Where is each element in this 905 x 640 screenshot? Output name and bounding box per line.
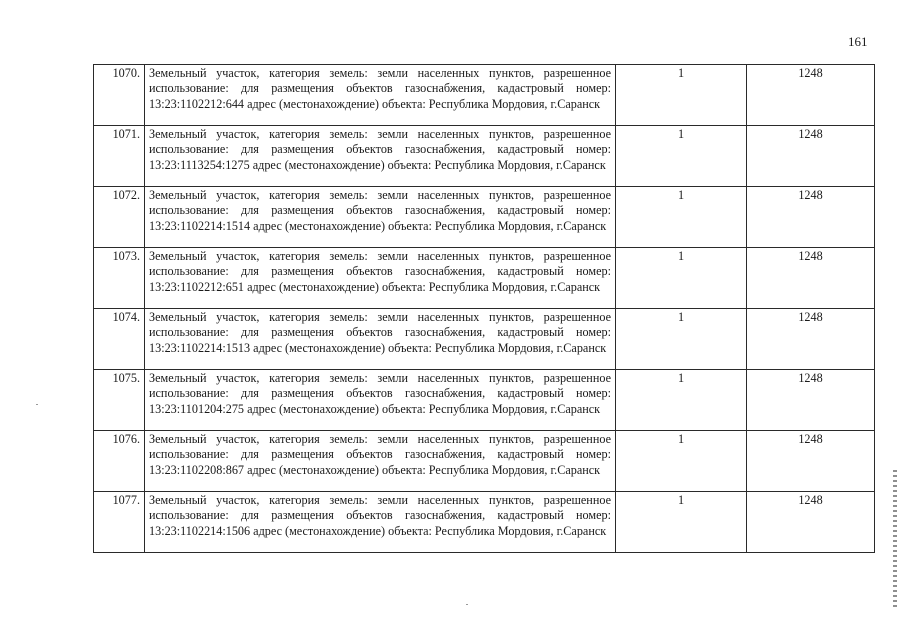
scan-speck: [466, 604, 468, 605]
row-number-cell: 1072.: [94, 187, 145, 248]
row-quantity-cell: 1: [616, 431, 747, 492]
row-quantity-cell: 1: [616, 370, 747, 431]
row-value-cell: 1248: [747, 431, 875, 492]
row-quantity-cell: 1: [616, 492, 747, 553]
row-value-cell: 1248: [747, 309, 875, 370]
row-description-cell: Земельный участок, категория земель: земли населенных пунктов, разрешенное использование: для размещения объектов газоснабжения, кадастровый номер: 13:23:1102214:1513 адрес (местонахождение) объекта: Республика Мордовия, г.Саранск: [145, 309, 616, 370]
table-row: [94, 248, 875, 309]
row-description-cell: Земельный участок, категория земель: земли населенных пунктов, разрешенное использование: для размещения объектов газоснабжения, кадастровый номер: 13:23:1102214:1514 адрес (местонахождение) объекта: Республика Мордовия, г.Саранск: [145, 187, 616, 248]
table-row: [94, 65, 875, 126]
row-number-cell: 1071.: [94, 126, 145, 187]
row-number-cell: 1073.: [94, 248, 145, 309]
page-number: 161: [848, 34, 868, 49]
row-value-cell: 1248: [747, 65, 875, 126]
row-number-cell: 1075.: [94, 370, 145, 431]
row-value-cell: 1248: [747, 370, 875, 431]
row-value-cell: 1248: [747, 187, 875, 248]
row-description-cell: Земельный участок, категория земель: земли населенных пунктов, разрешенное использование: для размещения объектов газоснабжения, кадастровый номер: 13:23:1113254:1275 адрес (местонахождение) объекта: Республика Мордовия, г.Саранск: [145, 126, 616, 187]
row-value-cell: 1248: [747, 492, 875, 553]
scan-speck: [36, 404, 38, 405]
row-number-cell: 1070.: [94, 65, 145, 126]
row-quantity-cell: 1: [616, 248, 747, 309]
table-row: [94, 187, 875, 248]
row-quantity-cell: 1: [616, 187, 747, 248]
row-description-cell: Земельный участок, категория земель: земли населенных пунктов, разрешенное использование: для размещения объектов газоснабжения, кадастровый номер: 13:23:1101204:275 адрес (местонахождение) объекта: Республика Мордовия, г.Саранск: [145, 370, 616, 431]
row-number-cell: 1076.: [94, 431, 145, 492]
table-row: [94, 492, 875, 553]
table-row: [94, 431, 875, 492]
row-value-cell: 1248: [747, 248, 875, 309]
row-number-cell: 1077.: [94, 492, 145, 553]
table-row: [94, 370, 875, 431]
row-number-cell: 1074.: [94, 309, 145, 370]
row-description-cell: Земельный участок, категория земель: земли населенных пунктов, разрешенное использование: для размещения объектов газоснабжения, кадастровый номер: 13:23:1102208:867 адрес (местонахождение) объекта: Республика Мордовия, г.Саранск: [145, 431, 616, 492]
land-plots-table: [93, 64, 875, 553]
row-quantity-cell: 1: [616, 309, 747, 370]
table-body: [94, 65, 875, 553]
row-quantity-cell: 1: [616, 126, 747, 187]
row-description-cell: Земельный участок, категория земель: земли населенных пунктов, разрешенное использование: для размещения объектов газоснабжения, кадастровый номер: 13:23:1102212:644 адрес (местонахождение) объекта: Республика Мордовия, г.Саранск: [145, 65, 616, 126]
row-value-cell: 1248: [747, 126, 875, 187]
row-description-cell: Земельный участок, категория земель: земли населенных пунктов, разрешенное использование: для размещения объектов газоснабжения, кадастровый номер: 13:23:1102212:651 адрес (местонахождение) объекта: Республика Мордовия, г.Саранск: [145, 248, 616, 309]
table-row: [94, 126, 875, 187]
row-quantity-cell: 1: [616, 65, 747, 126]
scan-edge-marks: [893, 470, 897, 610]
row-description-cell: Земельный участок, категория земель: земли населенных пунктов, разрешенное использование: для размещения объектов газоснабжения, кадастровый номер: 13:23:1102214:1506 адрес (местонахождение) объекта: Республика Мордовия, г.Саранск: [145, 492, 616, 553]
table-row: [94, 309, 875, 370]
